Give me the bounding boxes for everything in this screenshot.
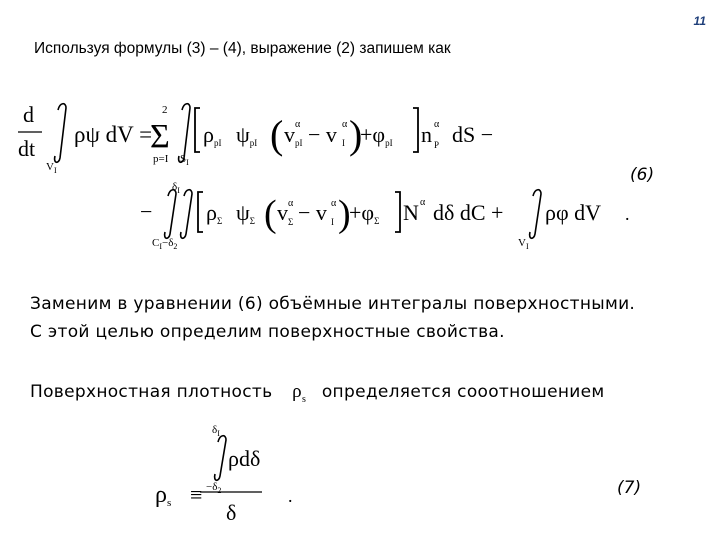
eq6-d: d <box>23 102 34 127</box>
eq6-psi-p: ψpI <box>236 122 258 148</box>
eq6-vI-sup: α <box>342 119 348 130</box>
eq6-line2-right-bracket <box>395 192 400 232</box>
eq6-v-p: v <box>284 122 295 147</box>
eq6-minus-v: − v <box>308 122 337 147</box>
eq7-denominator: δ <box>226 500 237 525</box>
eq6-rho-p: ρpI <box>203 122 222 148</box>
eq6-line2-last: ρφ dV <box>545 200 602 225</box>
eq6-sigma: Σ <box>150 118 170 155</box>
paragraph-1-line-1: Заменим в уравнении (6) объёмные интегралы поверхностными. <box>30 294 636 314</box>
eq6-left-bracket <box>195 108 200 152</box>
eq6-line2-minus-v: − v <box>298 200 327 225</box>
eq6-surf-lower: $S_I$ <box>180 153 189 167</box>
eq7-label: (7) <box>617 478 642 498</box>
eq6-left-paren: ( <box>270 112 284 157</box>
eq6-line2-integral-1 <box>165 190 176 239</box>
eq6-label: (6) <box>630 165 655 185</box>
paragraph-2-symbol: $\rho_s$ <box>292 381 307 405</box>
eq6-v-p-sup: α <box>295 119 301 130</box>
equation-7 <box>0 410 720 535</box>
eq6-line2-v-sub: Σ <box>288 217 294 227</box>
eq6-line2-psi: ψΣ <box>236 200 256 226</box>
eq6-dt: dt <box>18 136 36 161</box>
eq6-vol-lower: $V_I$ <box>46 161 57 175</box>
eq6-line2-left-bracket <box>198 192 203 232</box>
eq6-line2-right-paren: ) <box>338 193 351 235</box>
paragraph-2-before: Поверхностная плотность <box>30 382 273 402</box>
eq6-line2-integral-2 <box>181 190 192 239</box>
eq6-line2-lower: $C_I-\delta_2$ <box>152 237 178 251</box>
eq6-line2-vI-sup: α <box>331 198 337 209</box>
eq6-volume-integral-sign <box>55 104 66 163</box>
eq6-n-sub: P <box>434 140 440 150</box>
eq6-n: n <box>421 122 432 147</box>
eq6-line2-plus-phi: +φΣ <box>349 200 380 226</box>
eq6-sum-upper: 2 <box>162 104 168 116</box>
eq6-v-p-sub: pI <box>295 138 303 148</box>
eq7-equiv: ≡ <box>190 482 203 507</box>
eq7-lhs: ρs <box>155 482 172 509</box>
eq6-integrand-1: ρψ dV = <box>74 122 153 147</box>
eq6-plus-phi: +φpI <box>360 122 393 148</box>
intro-text: Используя формулы (3) – (4), выражение (2) запишем как <box>34 40 451 57</box>
eq6-line2-minus: − <box>140 199 153 224</box>
page-number: 11 <box>693 14 706 28</box>
eq6-tail: dS − <box>452 122 494 147</box>
eq6-line2-vI-sub: I <box>331 217 334 227</box>
eq6-sum-lower: p=I <box>153 153 169 165</box>
eq6-line2-N: N <box>403 200 419 225</box>
eq7-upper: $\delta_I$ <box>212 424 220 438</box>
eq6-line2-left-paren: ( <box>264 193 277 235</box>
paragraph-2-after: определяется сооотношением <box>321 382 605 402</box>
eq7-integral-sign <box>215 436 226 481</box>
eq6-line2-N-sup: α <box>420 197 426 208</box>
eq7-dot: . <box>288 486 293 506</box>
eq6-line2-rho: ρΣ <box>206 200 223 226</box>
eq6-right-bracket <box>413 108 418 152</box>
eq6-line2-dot: . <box>625 204 630 224</box>
eq6-line2-mid: dδ dC + <box>433 200 504 225</box>
eq6-line2-upper: $\delta_I$ <box>172 181 180 195</box>
eq6-line2-v-sup: α <box>288 198 294 209</box>
eq6-n-sup: α <box>434 119 440 130</box>
eq7-integrand: ρdδ <box>228 446 261 471</box>
paragraph-1-line-2: С этой целью определим поверхностные свойства. <box>30 322 505 342</box>
eq6-right-paren: ) <box>349 112 363 157</box>
paragraph-2 <box>30 381 605 405</box>
eq6-vI-sub: I <box>342 138 345 148</box>
eq7-lower: $-\delta_2$ <box>206 481 222 495</box>
eq6-line2-vol-lower: $V_I$ <box>518 237 529 251</box>
eq6-line2-v: v <box>277 200 288 225</box>
eq6-line2-volume-integral <box>530 190 541 239</box>
